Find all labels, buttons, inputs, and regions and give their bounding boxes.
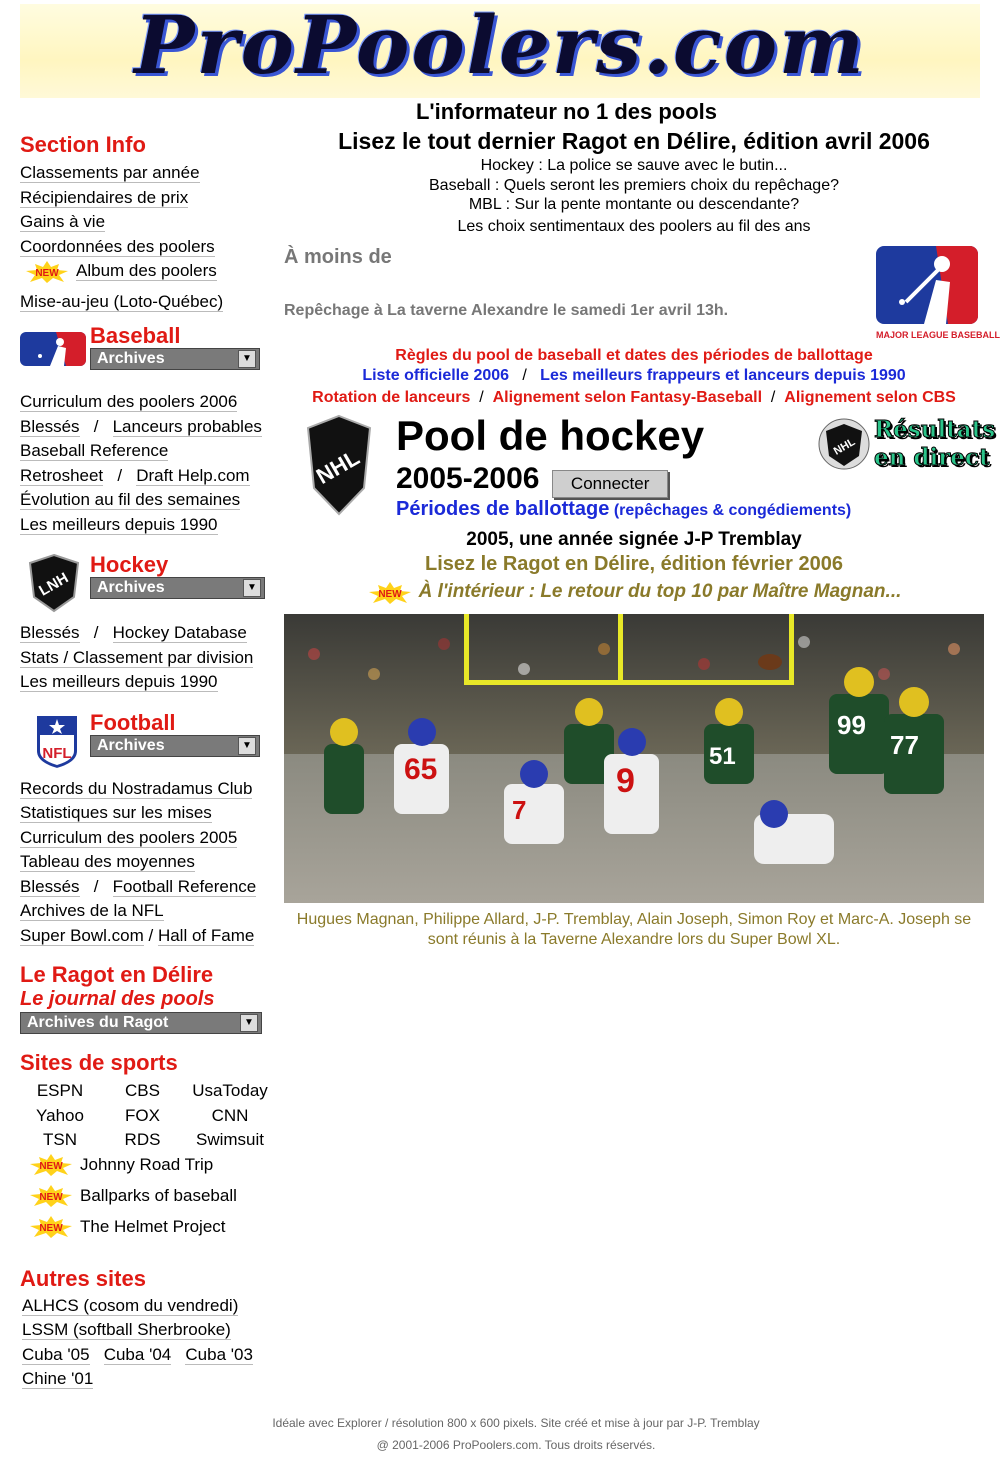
nfl-logo-icon[interactable] bbox=[20, 711, 90, 767]
link-draft-help[interactable]: Draft Help.com bbox=[136, 465, 250, 485]
link-hockey-database[interactable]: Hockey Database bbox=[112, 623, 247, 642]
link-super-bowl[interactable]: Super Bowl.com bbox=[20, 925, 144, 945]
link-blesses-hockey[interactable]: Blessés bbox=[20, 623, 80, 642]
link-cuba-03[interactable]: Cuba '03 bbox=[185, 1344, 253, 1364]
ragot-archives-select[interactable]: Archives du Ragot ▼ bbox=[20, 1012, 262, 1034]
dropdown-arrow-icon: ▼ bbox=[243, 579, 261, 597]
rules-link[interactable]: Règles du pool de baseball et dates des périodes de ballottage bbox=[395, 347, 873, 364]
new-badge-icon bbox=[28, 1154, 74, 1176]
section-autres bbox=[20, 1266, 280, 1392]
new-badge-icon bbox=[24, 261, 70, 283]
section-info-title: Section Info bbox=[20, 132, 146, 157]
link-johnny-road-trip[interactable]: NEW Johnny Road Trip bbox=[28, 1153, 280, 1184]
link-statistiques-mises[interactable]: Statistiques sur les mises bbox=[20, 803, 212, 822]
link-lanceurs-probables[interactable]: Lanceurs probables bbox=[112, 416, 262, 436]
link-lssm[interactable]: LSSM (softball Sherbrooke) bbox=[22, 1320, 231, 1339]
news-hockey[interactable]: Hockey : La police se sauve avec le butin... bbox=[480, 157, 788, 174]
section-ragot-subtitle: Le journal des pools bbox=[20, 988, 215, 1010]
live-results-button[interactable] bbox=[818, 416, 996, 474]
tagline: L'informateur no 1 des pools bbox=[415, 99, 718, 124]
mlb-logo-caption: MAJOR LEAGUE BASEBALL bbox=[876, 330, 1000, 340]
link-swimsuit[interactable]: Swimsuit bbox=[195, 1130, 264, 1149]
link-evolution[interactable]: Évolution au fil des semaines bbox=[20, 490, 241, 509]
link-curriculum-2005[interactable]: Curriculum des poolers 2005 bbox=[20, 827, 238, 847]
link-nostradamus[interactable]: Records du Nostradamus Club bbox=[20, 778, 253, 798]
main-content: L'informateur no 1 des pools Lisez le tout dernier Ragot en Délire, édition avril 2006 Hockey : La police se sauve avec le butin... Baseball : Quels seront les premiers choix du repêchage? MBL : Sur la pente montante ou descendante? Les choix sentimentaux des poolers au fil des ans À moins de Repêchage à La taverne Alexandre le samedi 1er avril 13h. MAJOR LEAGUE BASEBALL Règles du pool de baseball et dates des périodes de ballottage Liste officielle 2006 / Les meilleurs frappeurs et lanceurs depuis 1990 Rotation de lanceurs / Alignement selon Fantasy-Baseball / Alignement selon CBS NHL Pool de hockey 2005-2006 Connecter Périodes de ballottage (repêchages & congédiements) NHL Résultats en direct 2005, une année signée J-P Tremblay Lisez le Ragot en Délire, édition février 2006 NEW À l'intérieur : Le retour du top 10 par Maître Magnan... 65 9 51 99 77 7 Hugues Magnan, Philippe Allard, J-P. Tremblay, Alain Joseph, Simon Roy et Marc-A. Joseph se sont réunis à la Taverne Alexandre lors du Super Bowl XL. bbox=[284, 98, 984, 605]
link-blesses-baseball[interactable]: Blessés bbox=[20, 416, 80, 436]
link-espn[interactable]: ESPN bbox=[36, 1081, 84, 1100]
link-fox[interactable]: FOX bbox=[125, 1105, 160, 1125]
svg-text:NHL: NHL bbox=[311, 444, 364, 489]
section-info bbox=[20, 132, 280, 314]
list-link[interactable]: Liste officielle 2006 bbox=[362, 367, 510, 384]
hockey-archives-select[interactable]: Archives ▼ bbox=[90, 577, 265, 599]
svg-text:9: 9 bbox=[616, 762, 635, 800]
section-baseball-title: Baseball bbox=[90, 323, 181, 348]
football-archives-select[interactable]: Archives ▼ bbox=[90, 735, 260, 757]
svg-text:7: 7 bbox=[512, 795, 527, 825]
section-baseball: Baseball Archives ▼ Curriculum des poolers 2006 Blessés / Lanceurs probables Baseball Reference Retrosheet / Draft Help.com Évolution au fil des semaines Les meilleurs depuis 1990 bbox=[20, 324, 280, 537]
new-badge-icon bbox=[28, 1185, 74, 1207]
superbowl-photo bbox=[284, 614, 984, 903]
link-chine-01[interactable]: Chine '01 bbox=[22, 1369, 94, 1388]
hockey-pool-title: Pool de hockey bbox=[396, 412, 705, 459]
svg-text:65: 65 bbox=[404, 753, 438, 786]
periods-sub[interactable]: (repêchages & congédiements) bbox=[613, 502, 852, 519]
draft-info: Repêchage à La taverne Alexandre le samedi 1er avril 13h. bbox=[284, 302, 729, 319]
link-curriculum-2006[interactable]: Curriculum des poolers 2006 bbox=[20, 392, 238, 411]
mlb-logo-icon[interactable] bbox=[20, 324, 90, 380]
svg-text:NHL: NHL bbox=[831, 436, 858, 458]
link-stats-classement[interactable]: Stats / Classement par division bbox=[20, 647, 254, 667]
svg-text:LNH: LNH bbox=[36, 569, 72, 600]
link-tsn[interactable]: TSN bbox=[43, 1130, 77, 1149]
left-sidebar bbox=[20, 130, 280, 1392]
section-football-title: Football bbox=[90, 709, 176, 735]
site-logo-banner[interactable] bbox=[20, 0, 980, 98]
link-football-reference[interactable]: Football Reference bbox=[112, 876, 257, 896]
section-ragot bbox=[20, 962, 280, 1034]
nhl-logo-icon[interactable] bbox=[304, 414, 374, 521]
inside-link[interactable]: À l'intérieur : Le retour du top 10 par Maître Magnan... bbox=[418, 581, 902, 602]
link-ballparks[interactable]: NEW Ballparks of baseball bbox=[28, 1184, 280, 1215]
news-mbl[interactable]: MBL : Sur la pente montante ou descendante? bbox=[468, 196, 800, 213]
news-choix[interactable]: Les choix sentimentaux des poolers au fil des ans bbox=[457, 217, 811, 235]
svg-text:NEW: NEW bbox=[35, 267, 59, 279]
svg-text:NEW: NEW bbox=[39, 1161, 63, 1173]
photo-caption: Hugues Magnan, Philippe Allard, J-P. Tremblay, Alain Joseph, Simon Roy et Marc-A. Joseph se sont réunis à la Taverne Alexandre lors du Super Bowl XL. bbox=[296, 911, 972, 948]
link-cuba-05[interactable]: Cuba '05 bbox=[22, 1344, 90, 1364]
hockey-pool-year: 2005-2006 bbox=[396, 462, 540, 495]
dropdown-arrow-icon: ▼ bbox=[238, 350, 256, 368]
countdown-label: À moins de bbox=[284, 246, 392, 268]
link-classements[interactable]: Classements par année bbox=[20, 163, 200, 182]
new-badge-icon bbox=[28, 1216, 74, 1238]
link-meilleurs-baseball[interactable]: Les meilleurs depuis 1990 bbox=[20, 514, 218, 534]
news-list bbox=[284, 156, 984, 236]
svg-text:51: 51 bbox=[709, 743, 736, 770]
ragot-headline[interactable]: Lisez le tout dernier Ragot en Délire, édition avril 2006 bbox=[338, 128, 930, 154]
nhl-logo-icon[interactable] bbox=[20, 553, 90, 609]
section-sports bbox=[20, 1050, 280, 1246]
link-hall-of-fame[interactable]: Hall of Fame bbox=[157, 925, 255, 945]
link-recipiendaires[interactable]: Récipiendaires de prix bbox=[20, 187, 189, 207]
section-sports-title: Sites de sports bbox=[20, 1050, 178, 1075]
site-logo-text: ProPoolers.com bbox=[134, 0, 866, 92]
link-album[interactable]: NEW Album des poolers bbox=[24, 259, 280, 284]
baseball-archives-select[interactable]: Archives ▼ bbox=[90, 348, 260, 370]
fantasy-link[interactable]: Alignement selon Fantasy-Baseball bbox=[492, 389, 763, 406]
rotation-link[interactable]: Rotation de lanceurs bbox=[312, 389, 471, 406]
link-blesses-football[interactable]: Blessés bbox=[20, 876, 80, 896]
mlb-logo-icon[interactable] bbox=[876, 246, 1000, 340]
section-hockey: LNH Hockey Archives ▼ Blessés / Hockey Database Stats / Classement par division Les meilleurs depuis 1990 bbox=[20, 553, 280, 695]
svg-text:NEW: NEW bbox=[377, 588, 402, 600]
svg-text:NEW: NEW bbox=[39, 1223, 63, 1235]
link-retrosheet[interactable]: Retrosheet bbox=[20, 465, 104, 485]
svg-text:99: 99 bbox=[837, 710, 866, 740]
section-ragot-title[interactable]: Le Ragot en Délire bbox=[20, 962, 214, 987]
link-usatoday[interactable]: UsaToday bbox=[192, 1081, 268, 1100]
link-coordonnees[interactable]: Coordonnées des poolers bbox=[20, 236, 215, 256]
link-gains[interactable]: Gains à vie bbox=[20, 212, 106, 231]
new-badge-icon bbox=[367, 582, 413, 604]
news-baseball[interactable]: Baseball : Quels seront les premiers choix du repêchage? bbox=[429, 176, 839, 194]
year-headline: 2005, une année signée J-P Tremblay bbox=[466, 529, 802, 550]
periods-link[interactable]: Périodes de ballottage bbox=[396, 498, 610, 520]
link-yahoo[interactable]: Yahoo bbox=[36, 1105, 84, 1125]
live-results-line1: Résultats bbox=[874, 416, 996, 443]
dropdown-arrow-icon: ▼ bbox=[240, 1014, 258, 1032]
link-alhcs[interactable]: ALHCS (cosom du vendredi) bbox=[22, 1295, 239, 1315]
svg-text:NFL: NFL bbox=[42, 744, 72, 762]
link-cuba-04[interactable]: Cuba '04 bbox=[103, 1344, 172, 1364]
cbs-link[interactable]: Alignement selon CBS bbox=[784, 389, 956, 406]
link-cbs[interactable]: CBS bbox=[125, 1081, 160, 1100]
link-rds[interactable]: RDS bbox=[124, 1130, 161, 1149]
section-football: NFL Football Archives ▼ Records du Nostradamus Club Statistiques sur les mises Curriculum des poolers 2005 Tableau des moyennes Blessés / Football Reference Archives de la NFL Super Bowl.com / Hall of Fame bbox=[20, 711, 280, 949]
link-tableau-moyennes[interactable]: Tableau des moyennes bbox=[20, 852, 195, 871]
feb-ragot-link[interactable]: Lisez le Ragot en Délire, édition février 2006 bbox=[425, 553, 843, 575]
footer-line2: @ 2001-2006 ProPoolers.com. Tous droits réservés. bbox=[376, 1438, 656, 1452]
section-hockey-title: Hockey bbox=[90, 552, 169, 577]
link-archives-nfl[interactable]: Archives de la NFL bbox=[20, 901, 164, 920]
svg-text:77: 77 bbox=[890, 730, 919, 760]
link-baseball-reference[interactable]: Baseball Reference bbox=[20, 441, 169, 460]
svg-text:NEW: NEW bbox=[39, 1192, 63, 1204]
connect-button[interactable]: Connecter bbox=[552, 470, 668, 498]
live-results-line2: en direct bbox=[874, 444, 990, 471]
section-autres-title: Autres sites bbox=[20, 1265, 146, 1291]
link-helmet-project[interactable]: NEW The Helmet Project bbox=[28, 1215, 280, 1246]
link-meilleurs-hockey[interactable]: Les meilleurs depuis 1990 bbox=[20, 672, 218, 691]
link-cnn[interactable]: CNN bbox=[211, 1105, 249, 1125]
footer-line1: Idéale avec Explorer / résolution 800 x 600 pixels. Site créé et mise à jour par J-P. Tremblay bbox=[272, 1416, 760, 1430]
best-link[interactable]: Les meilleurs frappeurs et lanceurs depuis 1990 bbox=[540, 367, 906, 384]
link-mise-au-jeu[interactable]: Mise-au-jeu (Loto-Québec) bbox=[20, 291, 224, 311]
footer bbox=[0, 1412, 1000, 1456]
dropdown-arrow-icon: ▼ bbox=[238, 737, 256, 755]
